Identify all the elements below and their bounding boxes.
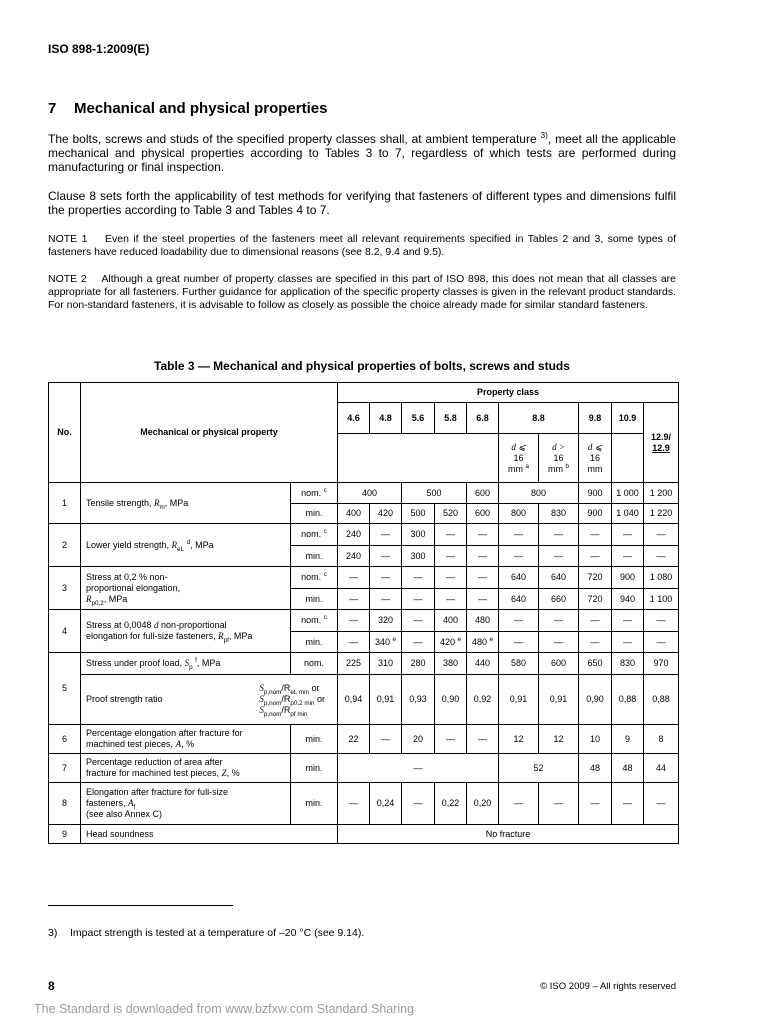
class-8-8: 8.8 bbox=[499, 403, 579, 434]
value-cell: — bbox=[338, 632, 370, 653]
value-cell: — bbox=[338, 567, 370, 589]
value-cell: 830 bbox=[612, 653, 644, 675]
document-header: ISO 898-1:2009(E) bbox=[48, 42, 150, 56]
value-cell: — bbox=[644, 632, 679, 653]
value-cell: 400 bbox=[338, 483, 402, 504]
value-cell: — bbox=[579, 524, 612, 546]
value-cell: — bbox=[370, 524, 402, 546]
value-cell: — bbox=[402, 632, 435, 653]
subheader-le16: d ⩽ 16 mm $^a$ bbox=[499, 434, 539, 483]
value-cell: 12 bbox=[539, 725, 579, 754]
paragraph-2: Clause 8 sets forth the applicability of test methods for verifying that fasteners of different types and dimensions fulfil the properties according to Table 3 and Tables 4 to 7. bbox=[48, 189, 676, 217]
table-row bbox=[49, 653, 679, 675]
min-label: min. bbox=[291, 589, 338, 610]
value-cell: — bbox=[370, 567, 402, 589]
value-cell: — bbox=[539, 632, 579, 653]
value-cell: 600 bbox=[467, 483, 499, 504]
value-cell: 20 bbox=[402, 725, 435, 754]
value-cell: 1 100 bbox=[644, 589, 679, 610]
paragraph-1: The bolts, screws and studs of the specified property classes shall, at ambient temperature $^{3)}$, meet all the applicable mechanical and physical properties according to Tables 3 to 7, regardless of which tests are performed during manufacturing or final inspection. bbox=[48, 130, 676, 174]
value-cell: 44 bbox=[644, 754, 679, 783]
value-cell: — bbox=[644, 783, 679, 825]
nom-label: nom. $^c$ bbox=[291, 483, 338, 504]
value-cell: 240 bbox=[338, 524, 370, 546]
value-cell: — bbox=[338, 783, 370, 825]
value-cell: — bbox=[579, 783, 612, 825]
class-5-8: 5.8 bbox=[435, 403, 467, 434]
value-cell: — bbox=[612, 546, 644, 567]
value-cell: 22 bbox=[338, 725, 370, 754]
value-cell: 280 bbox=[402, 653, 435, 675]
note-2: NOTE 2 Although a great number of property classes are specified in this part of ISO 898, this does not mean that all classes are appropriate for all fasteners. Further guidance for application of the specific property classes is given in the relevant product standards. For non-standard fasteners, it is advisable to follow as closely as possible the choice already made for similar standard fasteners. bbox=[48, 273, 676, 311]
value-cell: — bbox=[435, 725, 467, 754]
value-cell: 660 bbox=[539, 589, 579, 610]
value-cell: 640 bbox=[499, 589, 539, 610]
value-cell: 440 bbox=[467, 653, 499, 675]
value-cell: 600 bbox=[467, 504, 499, 524]
value-cell: 970 bbox=[644, 653, 679, 675]
value-cell: — bbox=[402, 610, 435, 632]
property-label: Stress at 0,2 % non- proportional elongation, $R_{p0,2}$, MPa bbox=[81, 567, 291, 610]
value-cell: 8 bbox=[644, 725, 679, 754]
table-title: Table 3 — Mechanical and physical properties of bolts, screws and studs bbox=[154, 359, 570, 373]
value-cell: 48 bbox=[612, 754, 644, 783]
value-cell: 640 bbox=[499, 567, 539, 589]
value-cell: — bbox=[612, 783, 644, 825]
min-label: min. bbox=[291, 546, 338, 567]
value-cell: — bbox=[499, 632, 539, 653]
value-cell: — bbox=[644, 524, 679, 546]
value-cell: — bbox=[539, 524, 579, 546]
value-cell: — bbox=[539, 610, 579, 632]
value-cell: 800 bbox=[499, 483, 579, 504]
row-number: 4 bbox=[49, 610, 81, 653]
value-cell: — bbox=[579, 610, 612, 632]
note-1: NOTE 1 Even if the steel properties of the fasteners meet all relevant requirements specified in Tables 2 and 3, some types of fasteners have reduced loadability due to dimensional reasons (see 8.2, 9.4 and 9.5). bbox=[48, 233, 676, 258]
value-cell: — bbox=[539, 783, 579, 825]
min-label: min. bbox=[291, 632, 338, 653]
row-number: 2 bbox=[49, 524, 81, 567]
value-cell: 480 bbox=[467, 610, 499, 632]
property-label: Stress under proof load, $S_p$ $^f$, MPa bbox=[81, 653, 291, 675]
class-12-9: 12.9/ 12.9 bbox=[644, 403, 679, 483]
value-cell: 720 bbox=[579, 567, 612, 589]
value-cell: — bbox=[612, 610, 644, 632]
value-cell: 52 bbox=[499, 754, 579, 783]
value-cell: — bbox=[467, 589, 499, 610]
value-cell: — bbox=[579, 632, 612, 653]
section-number: 7 bbox=[48, 100, 57, 117]
class-4-6: 4.6 bbox=[338, 403, 370, 434]
header-property: Mechanical or physical property bbox=[81, 383, 338, 483]
value-cell: — bbox=[402, 567, 435, 589]
value-cell: 580 bbox=[499, 653, 539, 675]
value-cell: — bbox=[644, 546, 679, 567]
table-row bbox=[49, 524, 679, 546]
min-label: min. bbox=[291, 754, 338, 783]
value-cell: 0,91 bbox=[539, 675, 579, 725]
value-cell: — bbox=[467, 524, 499, 546]
value-cell: 12 bbox=[499, 725, 539, 754]
value-cell: — bbox=[612, 632, 644, 653]
value-cell: 9 bbox=[612, 725, 644, 754]
value-cell: 520 bbox=[435, 504, 467, 524]
value-cell: 830 bbox=[539, 504, 579, 524]
nom-label: nom. bbox=[291, 653, 338, 675]
value-cell: 900 bbox=[579, 483, 612, 504]
mechanical-properties-table bbox=[48, 382, 679, 844]
value-cell: — bbox=[370, 546, 402, 567]
property-label: Tensile strength, $R_m$, MPa bbox=[81, 483, 291, 524]
value-cell: 340 $^e$ bbox=[370, 632, 402, 653]
row-number: 8 bbox=[49, 783, 81, 825]
value-cell: 0,88 bbox=[644, 675, 679, 725]
copyright: © ISO 2009 – All rights reserved bbox=[540, 981, 676, 992]
value-cell: 0,90 bbox=[579, 675, 612, 725]
value-cell: — bbox=[539, 546, 579, 567]
table-row bbox=[49, 783, 679, 825]
nom-label: nom. $^c$ bbox=[291, 524, 338, 546]
table-row bbox=[49, 610, 679, 632]
value-cell: 240 bbox=[338, 546, 370, 567]
property-label: Stress at 0,0048 d non-proportional elongation for full-size fasteners, $R_{pf}$, MPa bbox=[81, 610, 291, 653]
value-cell: 1 040 bbox=[612, 504, 644, 524]
value-cell: 0,91 bbox=[370, 675, 402, 725]
proof-ratio-formula: $S_{p,nom}/R_{eL min}$ or $S_{p,nom}/R_{p0,2 min}$ or $S_{p,nom}/R_{pf min}$ bbox=[259, 683, 326, 718]
section-title: Mechanical and physical properties bbox=[74, 100, 328, 117]
value-cell: — bbox=[338, 589, 370, 610]
value-cell: — bbox=[467, 546, 499, 567]
subheader-98: d ⩽ 16 mm bbox=[579, 434, 612, 483]
header-property-class: Property class bbox=[338, 383, 679, 403]
value-cell: 650 bbox=[579, 653, 612, 675]
property-label: Lower yield strength, $R_{eL}$ $^d$, MPa bbox=[81, 524, 291, 567]
value-cell: 225 bbox=[338, 653, 370, 675]
value-cell: 940 bbox=[612, 589, 644, 610]
property-label: Percentage elongation after fracture for machined test pieces, A, % bbox=[81, 725, 291, 754]
table-row bbox=[49, 483, 679, 504]
footnote: 3) Impact strength is tested at a temperature of –20 °C (see 9.14). bbox=[48, 927, 365, 939]
value-cell: 900 bbox=[579, 504, 612, 524]
value-cell: — bbox=[644, 610, 679, 632]
value-cell: — bbox=[499, 546, 539, 567]
watermark: The Standard is downloaded from www.bzfxw.com Standard Sharing bbox=[34, 1002, 415, 1016]
value-cell: — bbox=[402, 783, 435, 825]
nom-label: nom. $^c$ bbox=[291, 567, 338, 589]
value-cell: — bbox=[467, 725, 499, 754]
value-cell: 420 bbox=[370, 504, 402, 524]
value-cell: 0,93 bbox=[402, 675, 435, 725]
value-cell: 800 bbox=[499, 504, 539, 524]
value-cell: 420 $^e$ bbox=[435, 632, 467, 653]
value-cell: 0,88 bbox=[612, 675, 644, 725]
value-cell: 1 000 bbox=[612, 483, 644, 504]
value-cell: — bbox=[338, 754, 499, 783]
value-cell: 640 bbox=[539, 567, 579, 589]
value-cell: 0,24 bbox=[370, 783, 402, 825]
value-cell: — bbox=[435, 524, 467, 546]
row-number: 1 bbox=[49, 483, 81, 524]
value-cell: — bbox=[467, 567, 499, 589]
value-cell: 0,22 bbox=[435, 783, 467, 825]
value-cell: 380 bbox=[435, 653, 467, 675]
value-cell: — bbox=[370, 589, 402, 610]
class-6-8: 6.8 bbox=[467, 403, 499, 434]
value-cell: 400 bbox=[435, 610, 467, 632]
table-row bbox=[49, 675, 679, 725]
value-cell: — bbox=[435, 546, 467, 567]
footnote-separator bbox=[48, 905, 233, 906]
property-label: Head soundness bbox=[81, 825, 338, 844]
value-cell: 900 bbox=[612, 567, 644, 589]
nom-label: nom. $^c$ bbox=[291, 610, 338, 632]
value-cell: — bbox=[499, 610, 539, 632]
value-cell: — bbox=[499, 524, 539, 546]
row-number: 6 bbox=[49, 725, 81, 754]
table-row bbox=[49, 825, 679, 844]
value-cell: 500 bbox=[402, 504, 435, 524]
value-cell: — bbox=[338, 610, 370, 632]
value-cell: 10 bbox=[579, 725, 612, 754]
value-cell: 1 080 bbox=[644, 567, 679, 589]
value-cell: 310 bbox=[370, 653, 402, 675]
value-cell: — bbox=[579, 546, 612, 567]
value-cell: 1 220 bbox=[644, 504, 679, 524]
row-number: 7 bbox=[49, 754, 81, 783]
class-10-9: 10.9 bbox=[612, 403, 644, 434]
value-cell: — bbox=[499, 783, 539, 825]
row-number: 9 bbox=[49, 825, 81, 844]
min-label: min. bbox=[291, 504, 338, 524]
table-row bbox=[49, 754, 679, 783]
value-cell: 300 bbox=[402, 546, 435, 567]
property-label: Elongation after fracture for full-size fasteners, $A_f$ (see also Annex C) bbox=[81, 783, 291, 825]
table-row bbox=[49, 567, 679, 589]
class-5-6: 5.6 bbox=[402, 403, 435, 434]
value-cell: — bbox=[435, 589, 467, 610]
section-heading bbox=[48, 100, 327, 117]
proof-ratio-cell bbox=[81, 675, 338, 725]
class-4-8: 4.8 bbox=[370, 403, 402, 434]
value-cell: 300 bbox=[402, 524, 435, 546]
value-cell: 480 $^e$ bbox=[467, 632, 499, 653]
value-cell: 0,90 bbox=[435, 675, 467, 725]
value-cell: 600 bbox=[539, 653, 579, 675]
proof-ratio-label: Proof strength ratio bbox=[86, 694, 163, 704]
footnote-ref[interactable]: 3) bbox=[540, 130, 548, 140]
value-cell: No fracture bbox=[338, 825, 679, 844]
value-cell: — bbox=[435, 567, 467, 589]
property-label: Percentage reduction of area after fracture for machined test pieces, Z, % bbox=[81, 754, 291, 783]
value-cell: 48 bbox=[579, 754, 612, 783]
value-cell: — bbox=[612, 524, 644, 546]
value-cell: 720 bbox=[579, 589, 612, 610]
min-label: min. bbox=[291, 725, 338, 754]
row-number: 5 bbox=[49, 653, 81, 725]
value-cell: 0,94 bbox=[338, 675, 370, 725]
subheader-109 bbox=[612, 434, 644, 483]
row-number: 3 bbox=[49, 567, 81, 610]
value-cell: 500 bbox=[402, 483, 467, 504]
value-cell: 0,20 bbox=[467, 783, 499, 825]
min-label: min. bbox=[291, 783, 338, 825]
value-cell: 0,91 bbox=[499, 675, 539, 725]
value-cell: 320 bbox=[370, 610, 402, 632]
value-cell: 1 200 bbox=[644, 483, 679, 504]
value-cell: 400 bbox=[338, 504, 370, 524]
subheader-gt16: d > 16 mm $^b$ bbox=[539, 434, 579, 483]
value-cell: 0,92 bbox=[467, 675, 499, 725]
value-cell: — bbox=[402, 589, 435, 610]
header-no: No. bbox=[49, 383, 81, 483]
value-cell: — bbox=[370, 725, 402, 754]
table-row bbox=[49, 725, 679, 754]
page-number: 8 bbox=[48, 979, 55, 993]
empty-subheader bbox=[338, 434, 499, 483]
class-9-8: 9.8 bbox=[579, 403, 612, 434]
